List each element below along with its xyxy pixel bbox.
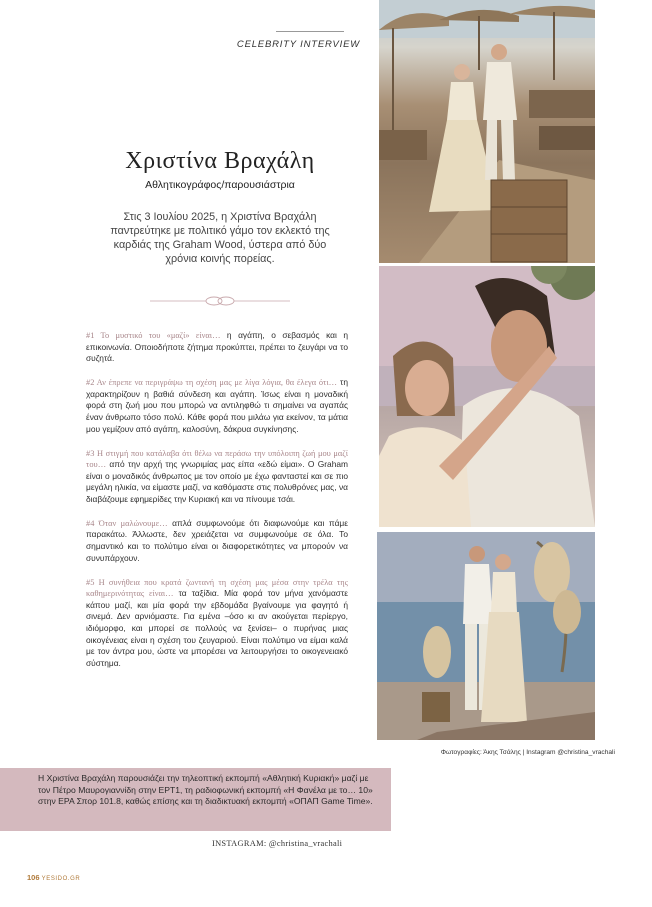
page-folio — [27, 873, 80, 882]
bio-text: Η Χριστίνα Βραχάλη παρουσιάζει την τηλεοπτική εκπομπή «Αθλητική Κυριακή» μαζί με τον Πέτρο Μαυρογιαννίδη στην ΕΡΤ1, τη ραδιοφωνική εκπομπή «Η Φανέλα με το… 10» στην ΕΡΑ Σπορ 101.8, καθώς επίσης και τη διαδικτυακή εκπομπή «ΟΠΑΠ Game Time». — [38, 773, 373, 807]
header-rule — [276, 31, 344, 32]
page-number: 106 — [27, 873, 40, 882]
question: #2 Αν έπρεπε να περιγράψω τη σχέση μας με λίγα λόγια, θα έλεγα ότι… — [86, 378, 338, 388]
answer: από την αρχή της γνωριμίας μας είπα «εδώ είμαι». Ο Graham είναι ο μοναδικός άνθρωπος με τον οποίο με έχω φανταστεί και σε πιο μεγάλη ηλικία, να είμαστε μαζί, να καθόμαστε στις πολυθρόνες μας, να διαβάζουμε εφημερίδες την Κυριακή και να πίνουμε τσάι. — [86, 459, 348, 504]
answer: τα ταξίδια. Μία φορά τον μήνα χανόμαστε κάπου μαζί, και μία φορά την εβδομάδα βγαίνουμε για φαγητό ή σινεμά. Δεν αρνιόμαστε. Για εμένα –όσο κι αν ακούγεται περίεργο, ιδιόμορφο, και μπορεί σε πολλούς να ξενίσει– ο πυρήνας μιας οικογένειας είναι η σχέση του ζευγαριού. Είναι πολύτιμο να είμαι καλά με τον άντρα μου, ώστε να μπορέσει να λειτουργήσει το οικογενειακό σύστημα. — [86, 588, 348, 668]
answer: η αγάπη, ο σεβασμός και η επικοινωνία. Οποιοδήποτε ζήτημα προκύπτει, πρέπει το ζευγάρι να το συζητά. — [86, 330, 348, 364]
photo-credit: Φωτογραφίες: Άκης Τσάλης | Instagram @christina_vrachali — [440, 749, 615, 756]
wedding-photo-beach-walk — [379, 0, 595, 263]
site-name: YESIDO.GR — [41, 876, 81, 882]
instagram-handle: INSTAGRAM: @christina_vrachali — [212, 839, 343, 848]
question: #1 Το μυστικό του «μαζί» είναι… — [86, 331, 221, 340]
article-title: Χριστίνα Βραχάλη — [125, 148, 315, 174]
qa-item-4 — [86, 518, 348, 564]
qa-item-1 — [86, 330, 348, 365]
ornament-divider-icon — [150, 293, 290, 309]
lead-paragraph: Στις 3 Ιουλίου 2025, η Χριστίνα Βραχάλη παντρεύτηκε με πολιτικό γάμο τον εκλεκτό της καρδιάς της Graham Wood, ύστερα από δύο χρόνια κοινής πορείας. — [110, 211, 330, 265]
wedding-photo-embrace — [379, 266, 595, 527]
article-subtitle: Αθλητικογράφος/παρουσιάστρια — [145, 179, 295, 191]
qa-item-2 — [86, 377, 348, 435]
question: #5 Η συνήθεια που κρατά ζωντανή τη σχέση μας μέσα στην τρέλα της καθημερινότητας είναι… — [86, 577, 348, 599]
answer: απλά συμφωνούμε ότι διαφωνούμε και πάμε παρακάτω. Άλλωστε, δεν χρειάζεται να συμφωνούμε σε όλα. Το σημαντικό και το πολύτιμο είναι οι διαφορετικότητες να μπορούν να συνυπάρχουν. — [86, 517, 348, 563]
qa-item-3 — [86, 448, 348, 506]
section-label: CELEBRITY INTERVIEW — [236, 39, 360, 50]
answer: τη χαρακτηρίζουν η βαθιά σύνδεση και αγάπη. Ίσως είναι η μοναδική φορά στη ζωή μου που μπορώ να αντιληφθώ τι σημαίνει να αγαπάς έναν άνθρωπο τόσο πολύ. Κάθε φορά που μιλάω για εκείνον, τα μάτια μου γεμίζουν από αγάπη, καλοσύνη, δάκρυα συγκίνησης. — [86, 377, 348, 434]
question: #4 Όταν μαλώνουμε… — [86, 518, 168, 528]
qa-item-5 — [86, 577, 348, 670]
interview-body — [86, 330, 348, 682]
wedding-photo-seaside-arch — [377, 532, 595, 740]
question: #3 Η στιγμή που κατάλαβα ότι θέλω να περάσω την υπόλοιπη ζωή μου μαζί του… — [86, 448, 348, 470]
